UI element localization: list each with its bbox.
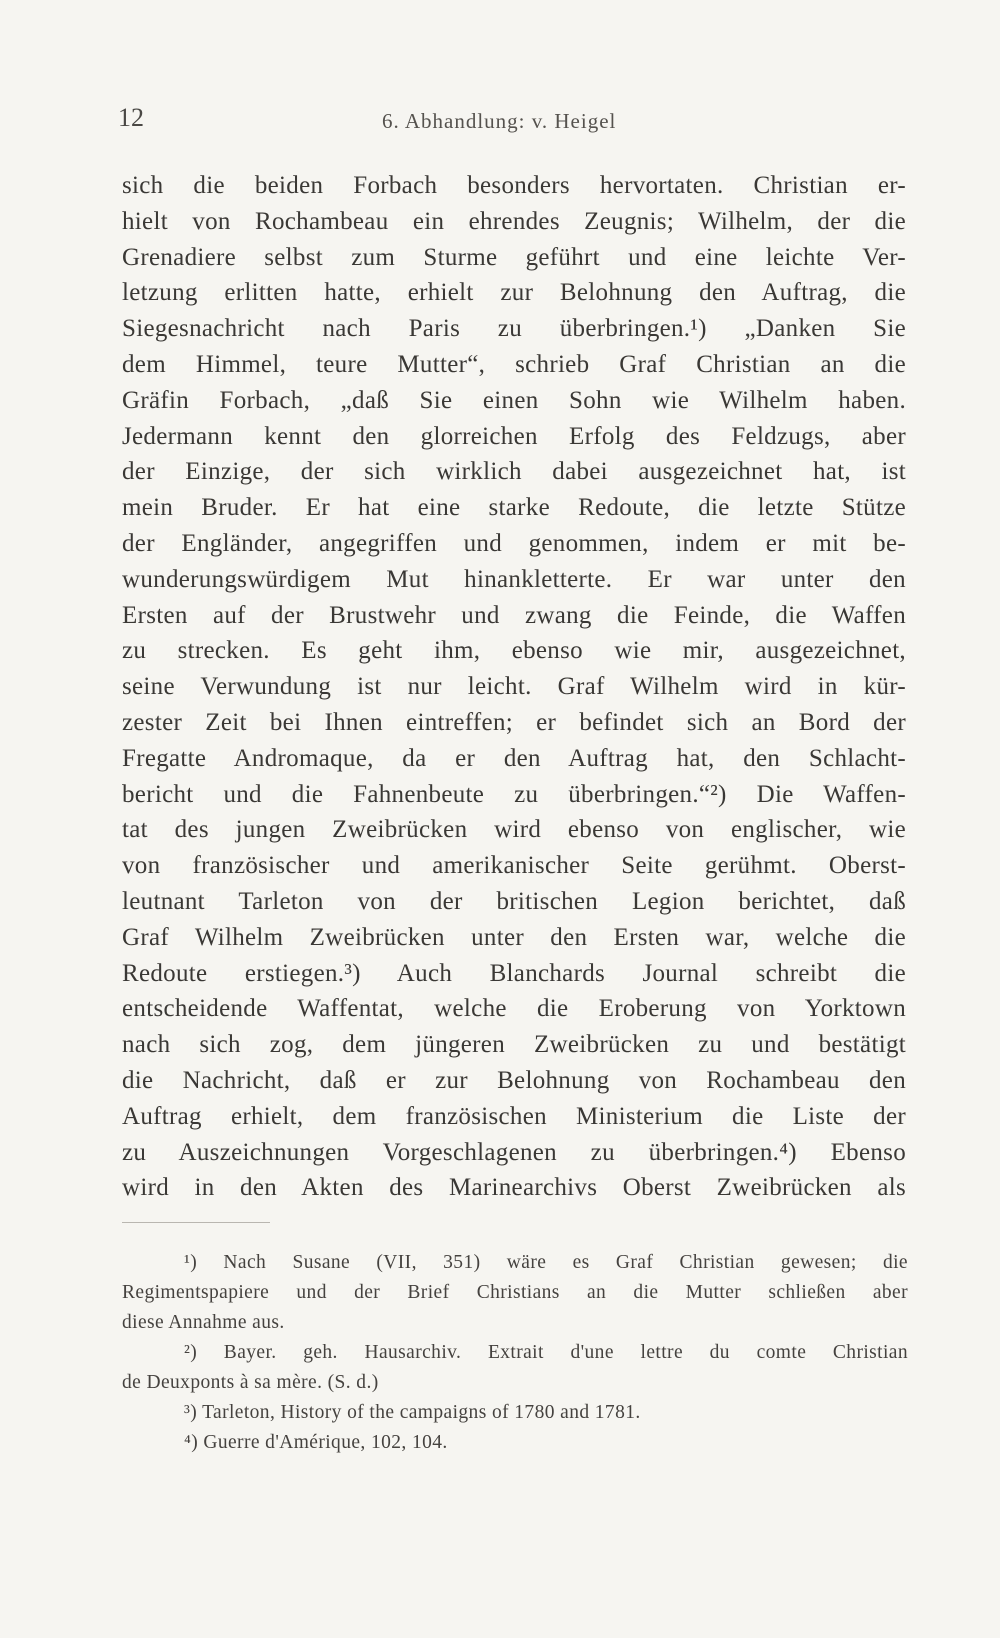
text-line: tat des jungen Zweibrücken wird ebenso von englischer, wie [122,816,906,844]
footnotes [122,1248,908,1458]
text-line: nach sich zog, dem jüngeren Zweibrücken zu und bestätigt [122,1031,906,1059]
text-line: sich die beiden Forbach besonders hervortaten. Christian er- [122,172,906,199]
footnote-line: ³) Tarleton, History of the campaigns of 1780 and 1781. [184,1402,641,1423]
text-line: bericht und die Fahnenbeute zu überbringen.“²) Die Waffen- [122,780,906,808]
text-line: mein Bruder. Er hat eine starke Redoute, die letzte Stütze [122,494,906,522]
text-line: Auftrag erhielt, dem französischen Ministerium die Liste der [122,1102,906,1130]
text-line: dem Himmel, teure Mutter“, schrieb Graf Christian an die [122,350,906,378]
text-line: Ersten auf der Brustwehr und zwang die Feinde, die Waffen [122,601,906,629]
footnote-separator [122,1222,270,1223]
text-line: Siegesnachricht nach Paris zu überbringen.¹) „Danken Sie [122,315,906,343]
text-line: letzung erlitten hatte, erhielt zur Belohnung den Auftrag, die [122,279,906,307]
text-line: wunderungswürdigem Mut hinankletterte. Er war unter den [122,565,906,593]
text-line: zu Auszeichnungen Vorgeschlagenen zu überbringen.⁴) Ebenso [122,1138,906,1166]
text-line: der Engländer, angegriffen und genommen, indem er mit be- [122,529,906,557]
text-line: Jedermann kennt den glorreichen Erfolg des Feldzugs, aber [122,422,906,450]
footnote-line: ²) Bayer. geh. Hausarchiv. Extrait d'une lettre du comte Christian [184,1342,908,1363]
text-line: hielt von Rochambeau ein ehrendes Zeugnis; Wilhelm, der die [122,207,906,235]
body-text [122,168,906,1206]
footnote-line: ⁴) Guerre d'Amérique, 102, 104. [184,1432,448,1453]
text-line: Redoute erstiegen.³) Auch Blanchards Journal schreibt die [122,959,906,987]
text-line: Gräfin Forbach, „daß Sie einen Sohn wie Wilhelm haben. [122,386,906,414]
text-line: Grenadiere selbst zum Sturme geführt und eine leichte Ver- [122,243,906,271]
footnote-line: de Deuxponts à sa mère. (S. d.) [122,1372,379,1393]
text-line: die Nachricht, daß er zur Belohnung von Rochambeau den [122,1066,906,1094]
footnote-line: ¹) Nach Susane (VII, 351) wäre es Graf Christian gewesen; die [184,1252,908,1273]
text-line: der Einzige, der sich wirklich dabei ausgezeichnet hat, ist [122,458,906,486]
footnote-line: Regimentspapiere und der Brief Christians an die Mutter schließen aber [122,1282,908,1303]
text-line: von französischer und amerikanischer Seite gerühmt. Oberst- [122,852,906,880]
running-head: 6. Abhandlung: v. Heigel [382,109,617,133]
page-number: 12 [118,103,144,132]
text-line: wird in den Akten des Marinearchivs Oberst Zweibrücken als [122,1174,906,1202]
text-line: entscheidende Waffentat, welche die Eroberung von Yorktown [122,995,906,1023]
text-line: zester Zeit bei Ihnen eintreffen; er befindet sich an Bord der [122,708,906,736]
text-line: leutnant Tarleton von der britischen Legion berichtet, daß [122,887,906,915]
footnote-line: diese Annahme aus. [122,1312,285,1333]
text-line: seine Verwundung ist nur leicht. Graf Wilhelm wird in kür- [122,673,906,701]
page-header [118,103,908,137]
text-line: zu strecken. Es geht ihm, ebenso wie mir, ausgezeichnet, [122,637,906,665]
text-line: Graf Wilhelm Zweibrücken unter den Ersten war, welche die [122,923,906,951]
text-line: Fregatte Andromaque, da er den Auftrag hat, den Schlacht- [122,744,906,772]
